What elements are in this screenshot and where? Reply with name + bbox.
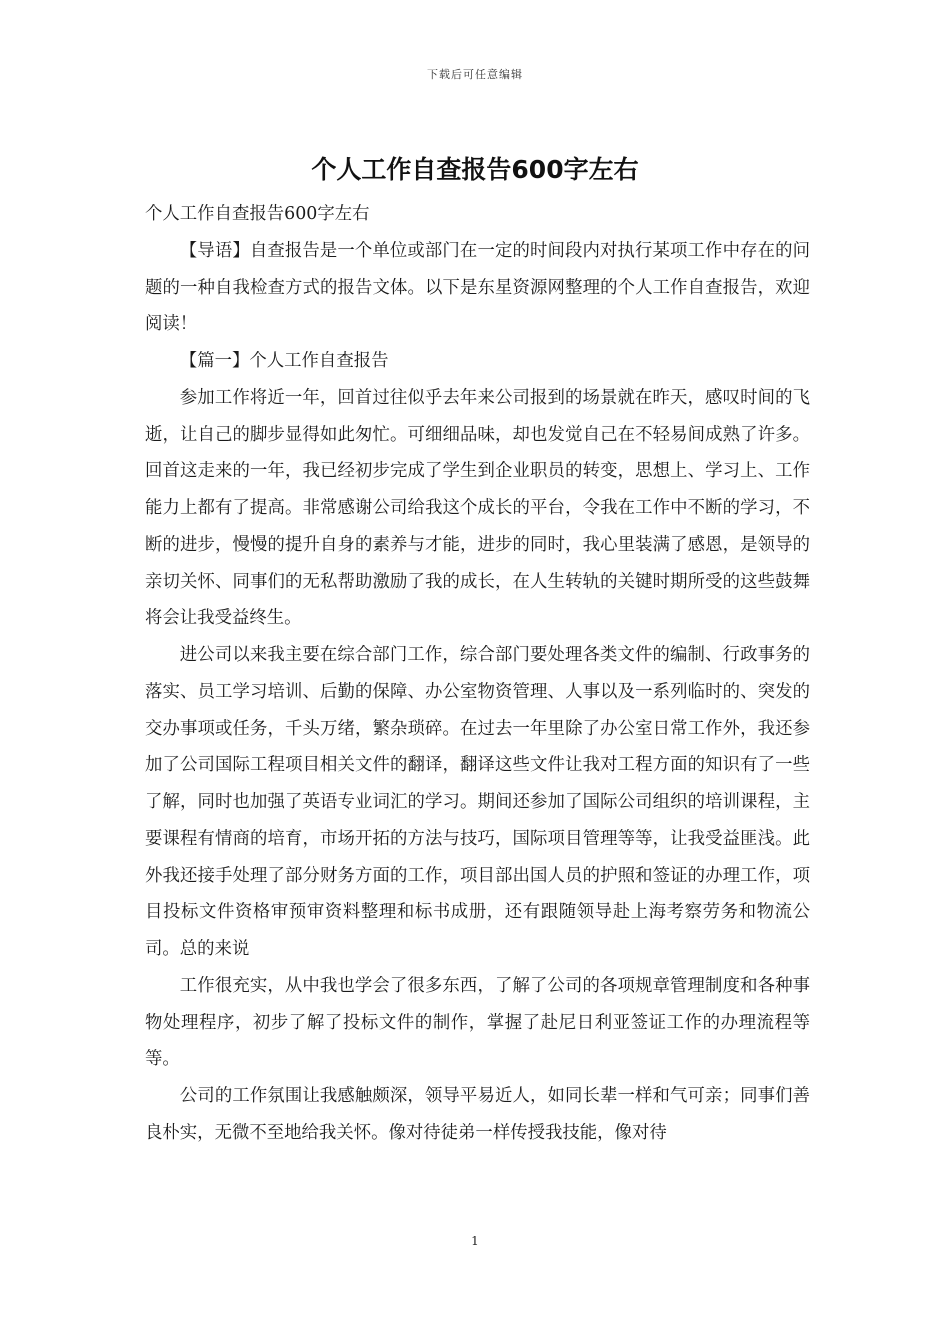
- paragraph: 进公司以来我主要在综合部门工作，综合部门要处理各类文件的编制、行政事务的落实、员工学习培训、后勤的保障、办公室物资管理、人事以及一系列临时的、突发的交办事项或任务，千头万绪，繁杂琐碎。在过去一年里除了办公室日常工作外，我还参加了公司国际工程项目相关文件的翻译，翻译这些文件让我对工程方面的知识有了一些了解，同时也加强了英语专业词汇的学习。期间还参加了国际公司组织的培训课程，主要课程有情商的培育，市场开拓的方法与技巧，国际项目管理等等，让我受益匪浅。此外我还接手处理了部分财务方面的工作，项目部出国人员的护照和签证的办理工作，项目投标文件资格审预审资料整理和标书成册，还有跟随领导赴上海考察劳务和物流公司。总的来说: [145, 645, 810, 959]
- document-body: [145, 196, 810, 1152]
- paragraph-subtitle: 个人工作自查报告600字左右: [145, 204, 370, 224]
- paragraph-intro: 【导语】自查报告是一个单位或部门在一定的时间段内对执行某项工作中存在的问题的一种自我检查方式的报告文体。以下是东星资源网整理的个人工作自查报告，欢迎阅读！: [145, 240, 810, 335]
- header-note: 下载后可任意编辑: [427, 68, 523, 81]
- paragraph-section-heading: 【篇一】个人工作自查报告: [179, 351, 389, 371]
- paragraph: 参加工作将近一年，回首过往似乎去年来公司报到的场景就在昨天，感叹时间的飞逝，让自己的脚步显得如此匆忙。可细细品味，却也发觉自己在不轻易间成熟了许多。回首这走来的一年，我已经初步完成了学生到企业职员的转变，思想上、学习上、工作能力上都有了提高。非常感谢公司给我这个成长的平台，令我在工作中不断的学习，不断的进步，慢慢的提升自身的素养与才能，进步的同时，我心里装满了感恩，是领导的亲切关怀、同事们的无私帮助激励了我的成长，在人生转轨的关键时期所受的这些鼓舞将会让我受益终生。: [145, 387, 810, 629]
- paragraph: 工作很充实，从中我也学会了很多东西，了解了公司的各项规章管理制度和各种事物处理程序，初步了解了投标文件的制作，掌握了赴尼日利亚签证工作的办理流程等等。: [145, 975, 810, 1070]
- paragraph: 公司的工作氛围让我感触颇深，领导平易近人，如同长辈一样和气可亲；同事们善良朴实，无微不至地给我关怀。像对待徒弟一样传授我技能，像对待: [145, 1086, 810, 1143]
- document-title: 个人工作自查报告600字左右: [311, 155, 639, 184]
- page-number: 1: [471, 1234, 479, 1248]
